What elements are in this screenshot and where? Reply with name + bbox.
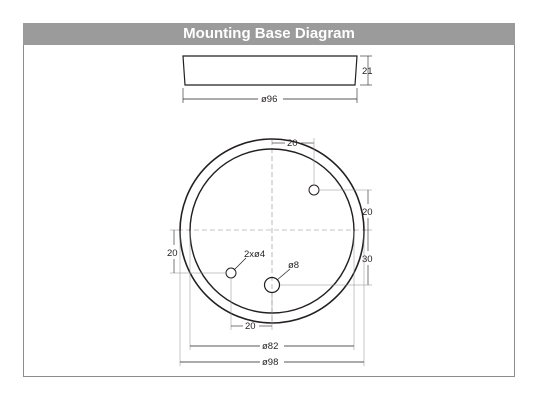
side-view — [183, 56, 373, 105]
right-lower-label: 30 — [362, 254, 373, 265]
side-diameter-label: ø96 — [261, 94, 278, 105]
base-side-profile — [183, 56, 357, 85]
bottom-offset-label: 20 — [245, 321, 256, 332]
side-height-label: 21 — [362, 66, 373, 77]
outer-diameter-label: ø98 — [262, 357, 279, 368]
diagram-title: Mounting Base Diagram — [23, 23, 515, 45]
mounting-hole-top — [309, 185, 319, 195]
left-offset-label: 20 — [167, 248, 178, 259]
top-view — [167, 138, 373, 368]
center-hole-label: ø8 — [288, 260, 300, 271]
right-upper-label: 20 — [362, 207, 373, 218]
holes-label: 2xø4 — [244, 249, 266, 260]
top-offset-label: 20 — [287, 138, 298, 149]
inner-diameter-label: ø82 — [262, 341, 279, 352]
